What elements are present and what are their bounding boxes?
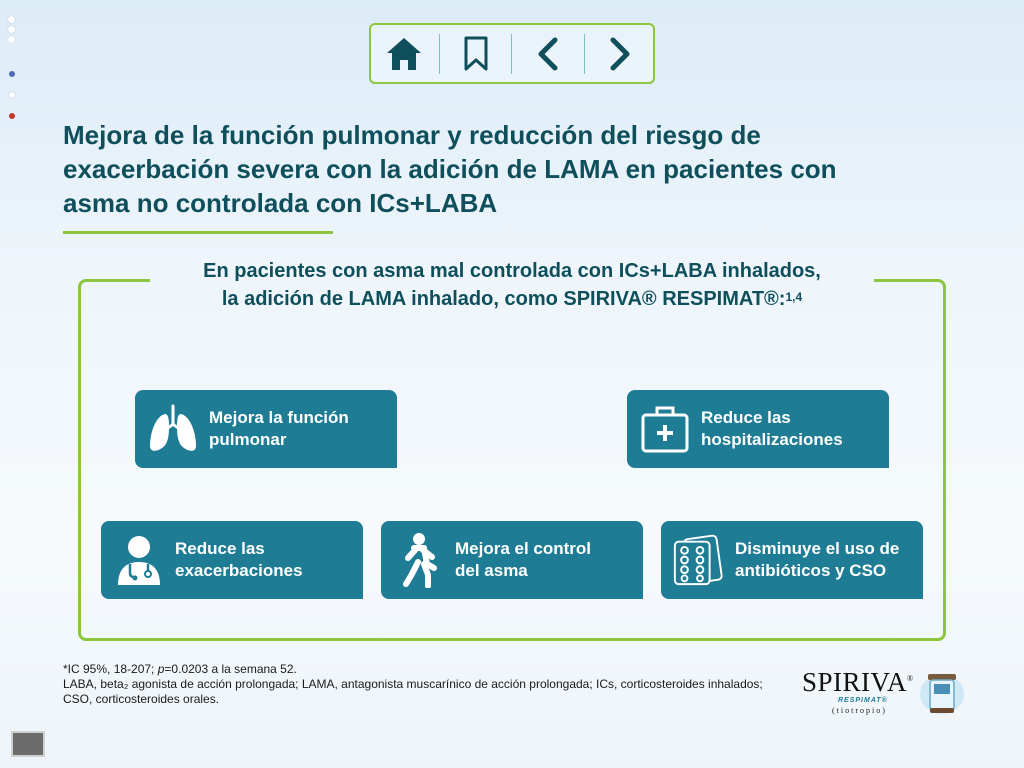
logo-brand: SPIRIVA bbox=[802, 667, 908, 697]
benefit-card-asthma-control[interactable] bbox=[381, 521, 643, 599]
benefit-label: Reduce las exacerbaciones bbox=[175, 539, 303, 580]
benefit-card-hospitalizations[interactable] bbox=[627, 390, 889, 468]
spiriva-respimat-logo: SPIRIVA® RESPIMAT® (tiotropio) bbox=[802, 667, 914, 715]
benefit-label: Reduce las hospitalizaciones bbox=[701, 408, 843, 449]
frame-heading bbox=[150, 257, 874, 313]
page-indicator-dots bbox=[8, 16, 18, 46]
walking-person-icon bbox=[394, 532, 444, 588]
menu-button[interactable] bbox=[11, 731, 45, 757]
bookmark-icon bbox=[462, 36, 490, 72]
dot bbox=[8, 36, 15, 43]
bookmark-button[interactable] bbox=[446, 32, 506, 76]
benefit-card-exacerbations[interactable] bbox=[101, 521, 363, 599]
nav-separator bbox=[511, 34, 512, 74]
benefit-card-antibiotics[interactable] bbox=[661, 521, 923, 599]
title-underline bbox=[63, 231, 333, 234]
benefit-label: Mejora la función pulmonar bbox=[209, 408, 349, 449]
reference-superscript: 1,4 bbox=[785, 290, 803, 304]
benefit-label: Disminuye el uso de antibióticos y CSO bbox=[735, 539, 900, 580]
doctor-icon bbox=[112, 533, 166, 587]
top-navigation bbox=[369, 23, 655, 84]
lungs-icon bbox=[146, 402, 200, 456]
frame-heading-line2: la adición de LAMA inhalado, como SPIRIVA® RESPIMAT®: bbox=[221, 288, 786, 310]
home-button[interactable] bbox=[374, 32, 434, 76]
home-icon bbox=[385, 36, 423, 72]
benefit-card-lung-function[interactable] bbox=[135, 390, 397, 468]
logo-generic: (tiotropio) bbox=[832, 706, 887, 715]
benefit-label: Mejora el control del asma bbox=[455, 539, 592, 580]
indicator-dot-white bbox=[9, 92, 15, 98]
footnote-abbreviations: LABA, beta₂ agonista de acción prolongada; LAMA, antagonista muscarínico de acción prolongada; ICs, corticosteroides inhalados; CSO, corticosteroides orales. bbox=[63, 677, 763, 706]
logo-sub: RESPIMAT® bbox=[838, 697, 888, 704]
previous-button[interactable] bbox=[518, 32, 578, 76]
footnote-ci: *IC 95%, 18-207; p=0.0203 a la semana 52. bbox=[63, 662, 297, 676]
footnotes bbox=[63, 662, 783, 707]
chevron-right-icon bbox=[607, 36, 633, 72]
inhaler-device-icon bbox=[918, 670, 966, 716]
next-button[interactable] bbox=[590, 32, 650, 76]
chevron-left-icon bbox=[535, 36, 561, 72]
indicator-dot-blue bbox=[9, 71, 15, 77]
indicator-dot-red bbox=[9, 113, 15, 119]
pill-blister-icon bbox=[671, 533, 727, 587]
frame-heading-line1: En pacientes con asma mal controlada con ICs+LABA inhalados, bbox=[203, 260, 821, 282]
medical-kit-icon bbox=[639, 403, 691, 455]
nav-separator bbox=[584, 34, 585, 74]
nav-separator bbox=[439, 34, 440, 74]
page-title: Mejora de la función pulmonar y reducción del riesgo de exacerbación severa con la adición de LAMA en pacientes con asma no controlada con ICs+LABA bbox=[63, 120, 837, 218]
dot bbox=[8, 16, 15, 23]
dot bbox=[8, 26, 15, 33]
